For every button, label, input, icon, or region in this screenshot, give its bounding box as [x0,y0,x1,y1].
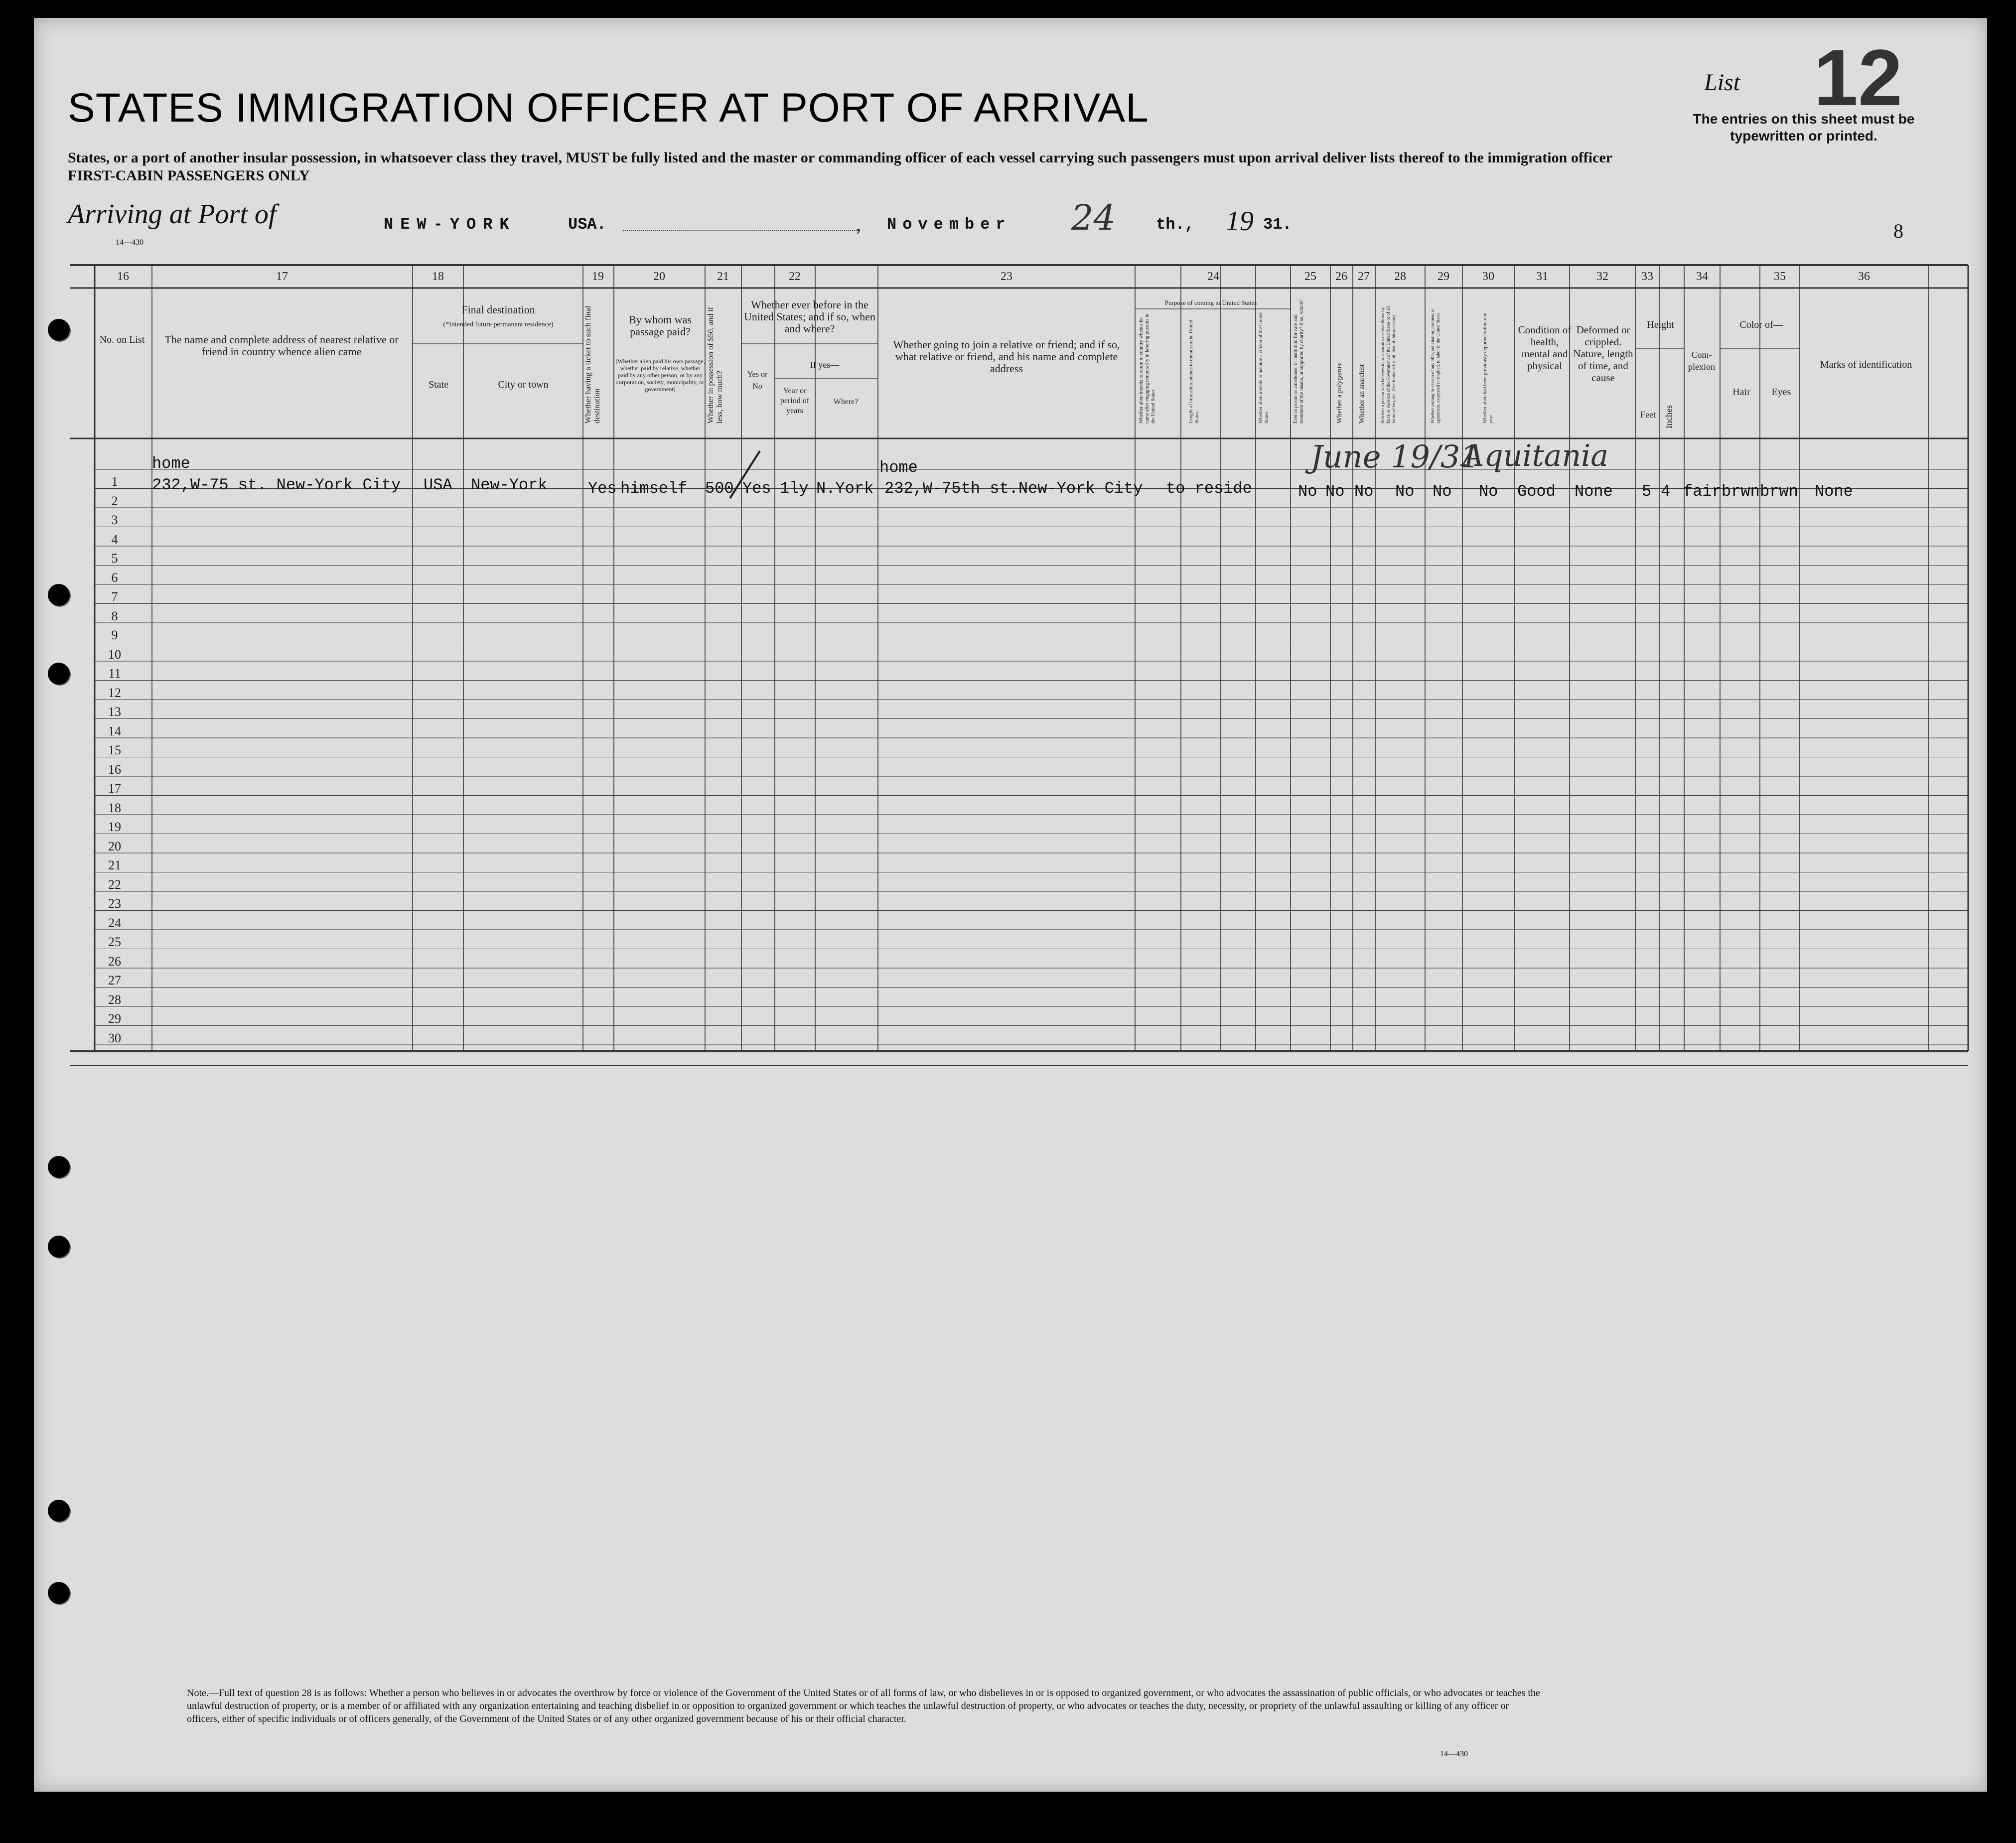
row-number: 13 [108,705,121,719]
entry-contract: No [1433,482,1452,501]
form-subtitle: States, or a port of another insular possession, in whatsoever class they travel, MUST be fully listed and the master or commanding officer of each vessel carrying such passengers must upon arrival deliver lists thereof to the immigration officer [68,149,1613,166]
entry-eyes: brwn [1760,482,1798,501]
column-number: 25 [1304,270,1316,283]
header-state: State [429,379,448,390]
column-number: 19 [592,270,604,283]
header-eyes: Eyes [1771,387,1791,398]
header-hair: Hair [1732,387,1750,398]
entry-relative-line1: home [152,454,190,473]
arrival-year-prefix: 19 [1226,206,1254,237]
row-number: 15 [108,743,121,757]
header-money: Whether in possession of $50, and if less, how much? [707,306,724,424]
column-number: 36 [1858,270,1870,283]
header-if-yes: If yes— [810,360,840,370]
form-number-top: 14—430 [116,238,144,247]
header-purpose-length: Length of time alien intends to remain in the United States [1188,319,1200,424]
column-number: 23 [1001,270,1012,283]
column-number: 35 [1774,270,1786,283]
entry-money: 500 [705,479,734,498]
row-number: 5 [111,551,118,566]
entry-deported: No [1479,482,1498,501]
header-year-period: Year or period of years [780,387,810,415]
header-no-on-list: No. on List [99,334,145,345]
row-number: 11 [108,666,121,681]
row-number: 20 [108,839,121,853]
entry-complexion: fair [1683,482,1722,501]
row-number: 3 [111,513,118,527]
entry-health: Good [1517,482,1556,501]
header-purpose: Purpose of coming to United States [1164,299,1257,306]
form-number-bottom: 14—430 [1440,1750,1468,1758]
column-number: 16 [117,270,129,283]
row-number: 26 [108,954,121,969]
arrival-port: NEW-YORK [384,215,516,234]
form-subtitle-class: FIRST-CABIN PASSENGERS ONLY [68,167,310,184]
header-where: Where? [833,398,859,406]
header-feet: Feet [1640,410,1656,420]
row-number: 27 [108,973,121,988]
entry-before: Yes [742,479,771,498]
header-color-of: Color of— [1739,319,1783,330]
row-number: 16 [108,762,121,777]
row-number: 18 [108,800,121,815]
row-number: 12 [108,685,121,700]
row-number: 7 [111,589,118,604]
header-purpose-return: Whether alien intends to return to country whence he came after engaging temporarily in laboring pursuits in the United States [1139,313,1156,424]
column-number: 22 [789,270,801,283]
column-number: 24 [1207,270,1219,283]
header-complexion: Com-plexion [1688,350,1715,372]
row-number: 21 [108,858,121,872]
header-nearest-relative: The name and complete address of nearest relative or friend in country whence alien came [164,333,399,358]
column-number: 33 [1641,270,1653,283]
header-prison: Ever in prison or almshouse, or institution for care and treatment of the insane, or supported by charity? If so, which? [1293,299,1304,424]
column-number: 20 [653,270,665,283]
entry-overthrow: No [1395,482,1415,501]
header-marks: Marks of identification [1820,359,1912,370]
row-number: 22 [108,877,121,892]
entry-anarchist: No [1354,482,1374,501]
header-final-destination-note: (*Intended future permanent residence) [443,321,554,328]
row-number: 19 [108,820,121,834]
handwritten-date: June 19/31 [1310,438,1480,475]
header-before-in-us: Whether ever before in the United States; and if so, when and where? [744,298,875,335]
header-height: Height [1647,319,1674,330]
row-number: 4 [111,532,118,547]
handwritten-ship: Aquitania [1462,438,1609,473]
entry-state: USA [424,476,452,494]
column-number: 21 [717,270,729,283]
row-number: 25 [108,935,121,949]
form-title: STATES IMMIGRATION OFFICER AT PORT OF ARRIVAL [68,85,1149,131]
column-number: 27 [1358,270,1370,283]
footnote: Note.—Full text of question 28 is as follows: Whether a person who believes in or advocates the overthrow by force or violence of the Government of the United States or of all forms of law, or who disbelieves in or is opposed to organized government, or who advocates the assassination of public officials, or who advocates or teaches the unlawful destruction of property, or is a member of or affiliated with any organization entertaining and teaching disbelief in or opposition to organized government or which teaches the unlawful destruction of property, or who advocates or teaches the duty, necessity, or propriety of the unlawful assaulting or killing of any officer or officers, either of specific individuals or of officers generally, of the Government of the United States or of any other organized government because of his or their official character. [187,1688,1540,1724]
row-number: 6 [111,570,118,585]
row-number: 28 [108,992,121,1007]
list-label: List [1704,69,1740,96]
entry-paid-by: himself [620,479,688,498]
header-passage-note: (Whether alien paid his own passage, whether paid by relative, whether paid by any other person, or by any corporation, society, municipality, or government) [615,358,705,393]
entry-marks: None [1815,482,1853,501]
handwritten-check-mark [725,448,765,503]
header-city: City or town [498,379,549,390]
header-deported: Whether alien had been previously deported within one year [1482,313,1494,424]
row-number: 1 [111,474,118,489]
entry-where: N.York [816,479,874,498]
column-number: 28 [1394,270,1406,283]
entry-ticket: Yes [588,479,617,498]
header-ticket: Whether having a ticket to such final destination [584,305,601,424]
row-number: 23 [108,896,121,911]
header-join-relative: Whether going to join a relative or friend; and if so, what relative or friend, and his name and complete address [893,338,1120,375]
column-number: 17 [276,270,288,283]
header-purpose-citizen: Whether alien intends to become a citizen of the United States [1258,312,1270,424]
header-overthrow: Whether a person who believes in or advocates the overthrow by force or violence of the Government of the United States or of all forms of law, etc. (See footnote for full text of this question) [1380,306,1396,424]
header-health: Condition of health, mental and physical [1518,324,1572,372]
row-number: 8 [111,608,118,623]
entry-hair: brwn [1722,482,1760,501]
header-deformed: Deformed or crippled. Nature, length of time, and cause [1573,324,1633,384]
header-contract: Whether coming by reason of any offer, solicitation, promise, or agreement, expressed or implied, to labor in the United States [1430,308,1440,424]
entry-inches: 4 [1661,482,1671,501]
entry-feet: 5 [1642,482,1652,501]
entry-join-line2: 232,W-75th st.New-York City [884,479,1143,498]
sheet-mark: 8 [1893,220,1903,242]
header-anarchist: Whether an anarchist [1358,364,1366,424]
arrival-day: 24 [1071,197,1116,238]
entry-purpose: to reside [1166,479,1252,498]
row-number: 29 [108,1011,121,1026]
column-number: 31 [1536,270,1548,283]
column-number: 18 [432,270,444,283]
header-polygamist: Whether a polygamist [1336,362,1343,424]
entry-relative-line2: 232,W-75 st. New-York City [152,476,401,494]
arrival-comma: , [856,213,861,235]
column-number: 32 [1596,270,1608,283]
header-yes-no: Yes or No [747,370,768,391]
entry-deformed: None [1575,482,1613,501]
arrival-suffix: th., [1156,215,1194,234]
row-number: 2 [111,493,118,508]
entry-join-line1: home [879,458,918,477]
header-final-destination: Final destination [461,303,535,316]
row-number: 14 [108,723,121,738]
entry-polygamist: No [1325,482,1345,501]
row-number: 9 [111,628,118,642]
row-number: 17 [108,781,121,796]
typewritten-note: The entries on this sheet must be typewritten or printed. [1693,111,1915,143]
arrival-month: November [887,215,1011,234]
row-number: 10 [108,647,121,662]
entry-prison: No [1298,482,1317,501]
row-number: 30 [108,1030,121,1045]
column-number: 30 [1482,270,1494,283]
column-number: 29 [1438,270,1449,283]
row-number: 24 [108,915,121,930]
header-inches: Inches [1664,405,1674,428]
arrival-country: USA. [568,215,606,234]
column-number: 26 [1335,270,1347,283]
list-number: 12 [1814,33,1902,122]
header-passage-paid: By whom was passage paid? [629,313,692,338]
entry-years: 1ly [780,479,809,498]
entry-city: New-York [471,476,548,494]
arrival-year-suffix: 31. [1263,215,1292,234]
arrival-label: Arriving at Port of [68,199,277,230]
column-number: 34 [1696,270,1708,283]
